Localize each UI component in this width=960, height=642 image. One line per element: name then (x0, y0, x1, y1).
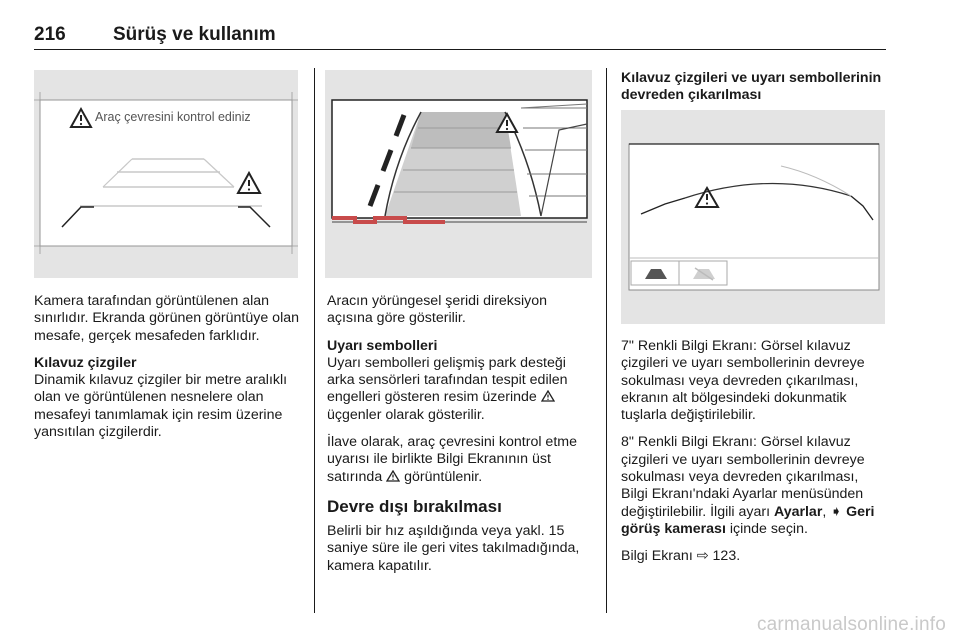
eight-inch-display-paragraph: 8" Renkli Bilgi Ekranı: Görsel kılavuz çizgileri ve uyarı sembollerinin devreye sokulması veya devreden çıkarılması, Bilgi Ekranı'ndaki Ayarlar menüsünden değiştirilebilir. İlgili ayarı Ayarlar, ➧ Geri görüş kamerası içinde seçin. (621, 434, 875, 537)
warning-symbols-heading: Uyarı sembolleri (327, 337, 438, 354)
trajectory-figure (325, 70, 592, 278)
header-rule (34, 49, 886, 50)
column-1-text (34, 293, 300, 451)
column-separator (606, 68, 607, 613)
menu-path-arrow-icon: ➧ (830, 503, 843, 520)
chapter-title: Sürüş ve kullanım (113, 24, 276, 45)
watermark: carmanualsonline.info (756, 614, 946, 635)
deactivation-heading: Devre dışı bırakılması (327, 496, 502, 516)
column-3-heading-block (621, 70, 885, 105)
info-display-warning-paragraph: İlave olarak, araç çevresini kontrol etme uyarısı ile birlikte Bilgi Ekranının üst satırında görüntülenir. (327, 434, 577, 485)
camera-view-figure (34, 70, 298, 278)
guidelines-heading: Kılavuz çizgiler (34, 354, 137, 371)
deactivation-paragraph: Belirli bir hız aşıldığında veya yakl. 15 saniye süre ile geri vites takılmadığında, kamera kapatılır. (327, 522, 580, 574)
seven-inch-display-paragraph: 7" Renkli Bilgi Ekranı: Görsel kılavuz çizgileri ve uyarı sembollerinin devreye sokulması veya devreden çıkarılması, ekranın alt bölgesindeki dokunmatik tuşlarla değiştirilebilir. (621, 338, 865, 424)
trajectory-paragraph: Aracın yörüngesel şeridi direksiyon açısına göre gösterilir. (327, 293, 548, 327)
reference-arrow-icon[interactable]: ⇨ (696, 548, 709, 565)
settings-menu-path: Ayarlar (773, 503, 823, 520)
camera-view-drawing (34, 70, 298, 278)
guidelines-paragraph: Dinamik kılavuz çizgiler bir metre aralıklı olan ve görüntülenen nesnelere olan mesafeyi tanımlamak için resim üzerine yansıtılan çizgilerdir. (34, 372, 288, 441)
trajectory-drawing (325, 70, 592, 278)
page-header (34, 18, 886, 48)
page-number: 216 (34, 24, 66, 45)
column-separator (314, 68, 315, 613)
camera-area-paragraph: Kamera tarafından görüntülenen alan sınırlıdır. Ekranda görünen görüntüye olan mesafe, gerçek mesafeden farklıdır. (34, 293, 300, 344)
column-3-text (621, 338, 887, 576)
warning-triangle-icon (386, 470, 400, 482)
info-display-reference: Bilgi Ekranı ⇨ 123. (621, 548, 741, 565)
column-2-text (327, 293, 595, 585)
warning-triangle-icon (541, 390, 555, 402)
guideline-toggle-drawing (621, 110, 885, 324)
guideline-deactivation-heading: Kılavuz çizgileri ve uyarı sembollerinin devreden çıkarılması (621, 70, 882, 104)
guideline-toggle-figure (621, 110, 885, 324)
warning-symbols-paragraph: Uyarı sembolleri gelişmiş park desteği arka sensörleri tarafından tespit edilen engelleri gösteren resim üzerinde üçgenler olarak gösterilir. (327, 354, 568, 423)
camera-warning-text: Araç çevresini kontrol ediniz (95, 110, 251, 124)
rear-view-camera-menu-path: Geri görüş kamerası (621, 503, 875, 537)
